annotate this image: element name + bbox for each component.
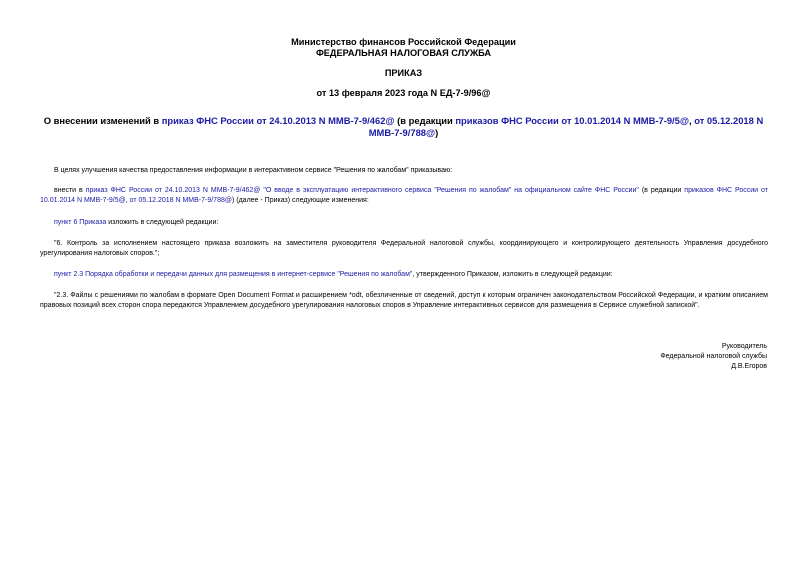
ministry-name: Министерство финансов Российской Федерации (291, 37, 516, 47)
title-link-order-788[interactable]: от 05.12.2018 N ММВ-7-9/788@ (368, 115, 764, 138)
p2-text-2: (в редакции (638, 187, 685, 194)
signature-position: Руководитель (721, 343, 767, 350)
paragraph-amendments (40, 186, 768, 206)
title-text-1: О внесении изменений в (43, 115, 162, 126)
title-text-2: (в редакции (394, 115, 456, 126)
title-link-order-5[interactable]: приказов ФНС России от 10.01.2014 N ММВ-7-9/5@ (455, 115, 690, 126)
p5-link-item-2-3[interactable]: пункт 2.3 Порядка обработки и передачи данных для размещения в интернет-сервисе "Решения по жалобам" (54, 271, 413, 278)
document-title (40, 115, 767, 139)
paragraph-item-2-3 (40, 270, 768, 280)
service-name: ФЕДЕРАЛЬНАЯ НАЛОГОВАЯ СЛУЖБА (315, 48, 492, 58)
p2-text-3: , (125, 197, 130, 204)
p2-link-order-788[interactable]: от 05.12.2018 N ММВ-7-9/788@ (129, 197, 232, 204)
title-text-4: ) (435, 127, 439, 138)
title-link-order-462[interactable]: приказ ФНС России от 24.10.2013 N ММВ-7-9/462@ (161, 115, 395, 126)
title-text-3: , (689, 115, 695, 126)
p2-link-order-5[interactable]: приказов ФНС России от 10.01.2014 N ММВ-7-9/5@ (40, 187, 768, 204)
signature-organization: Федеральной налоговой службы (660, 353, 767, 360)
p2-text-1: внести в (54, 187, 86, 194)
p5-text-1: , утвержденного Приказом, изложить в следующей редакции: (412, 271, 613, 278)
p2-link-order-462[interactable]: приказ ФНС России от 24.10.2013 N ММВ-7-9/462@ "О вводе в эксплуатацию интерактивного сервиса "Решения по жалобам" на официальном сайте ФНС России" (85, 187, 639, 194)
paragraph-item-2-3-text: "2.3. Файлы с решениями по жалобам в формате Open Document Format и расширением *odt, обезличенные от сведений, доступ к которым ограничен законодательством Российской Федерации, и кратким описанием правовых позиций всех сторон спора передаются Управлением досудебного урегулирования налоговых споров в Управление интерактивных сервисов для размещения в Сервисе служебной запиской". (40, 292, 768, 309)
p2-text-4: ) (далее - Приказ) следующие изменения: (231, 197, 369, 204)
paragraph-preamble: В целях улучшения качества предоставления информации в интерактивном сервисе "Решения по жалобам" приказываю: (54, 167, 453, 174)
p3-text-1: изложить в следующей редакции: (106, 219, 219, 226)
document-date-number: от 13 февраля 2023 года N ЕД-7-9/96@ (316, 88, 491, 98)
paragraph-item-6-text: "6. Контроль за исполнением настоящего приказа возложить на заместителя руководителя Федеральной налоговой службы, координирующего и контролирующего деятельность Управления досудебного урегулирования налоговых споров."; (40, 240, 768, 257)
signature-name: Д.В.Егоров (731, 363, 767, 370)
p3-link-item-6[interactable]: пункт 6 Приказа (54, 219, 107, 226)
document-type: ПРИКАЗ (384, 68, 423, 78)
paragraph-item-6 (40, 218, 768, 228)
